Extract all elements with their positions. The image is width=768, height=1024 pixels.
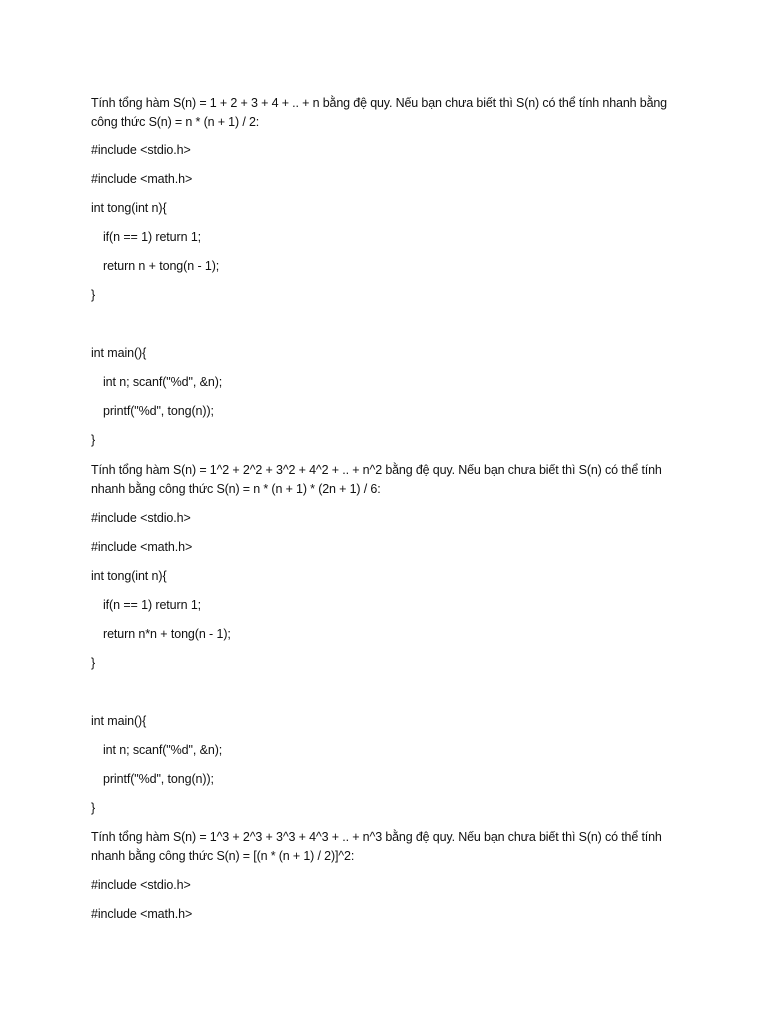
section-2-code-line-9: printf("%d", tong(n));	[103, 772, 214, 786]
section-1-code-line-3: int tong(int n){	[91, 201, 167, 215]
section-2-code-line-10: }	[91, 801, 96, 815]
section-2-code-line-7: int main(){	[91, 714, 147, 728]
section-1-code-line-5: return n + tong(n - 1);	[103, 259, 220, 273]
section-2-code-line-4: if(n == 1) return 1;	[103, 598, 202, 612]
section-1-code-line-2: #include <math.h>	[91, 172, 193, 186]
section-2-code-line-2: #include <math.h>	[91, 540, 193, 554]
section-2-code-line-1: #include <stdio.h>	[91, 511, 191, 525]
section-2-code-line-5: return n*n + tong(n - 1);	[103, 627, 231, 641]
section-3-code-line-1: #include <stdio.h>	[91, 878, 191, 892]
section-1-code-line-10: }	[91, 433, 96, 447]
section-2-code-line-3: int tong(int n){	[91, 569, 167, 583]
section-1-heading: Tính tổng hàm S(n) = 1 + 2 + 3 + 4 + .. + n bằng đệ quy. Nếu bạn chưa biết thì S(n) có thể tính nhanh bằng công thức S(n) = n * (n + 1) / 2:	[91, 96, 667, 129]
section-1-code-line-9: printf("%d", tong(n));	[103, 404, 214, 418]
section-1-code-line-8: int n; scanf("%d", &n);	[103, 375, 223, 389]
section-2-code-line-6: }	[91, 656, 96, 670]
section-2-heading: Tính tổng hàm S(n) = 1^2 + 2^2 + 3^2 + 4^2 + .. + n^2 bằng đệ quy. Nếu bạn chưa biết thì S(n) có thể tính nhanh bằng công thức S(n) = n * (n + 1) * (2n + 1) / 6:	[91, 463, 662, 496]
section-1-code-line-6: }	[91, 288, 96, 302]
section-3-heading: Tính tổng hàm S(n) = 1^3 + 2^3 + 3^3 + 4^3 + .. + n^3 bằng đệ quy. Nếu bạn chưa biết thì S(n) có thể tính nhanh bằng công thức S(n) = [(n * (n + 1) / 2)]^2:	[91, 830, 662, 863]
section-1-code-line-7: int main(){	[91, 346, 147, 360]
section-3-code-line-2: #include <math.h>	[91, 907, 193, 921]
section-2-code-line-8: int n; scanf("%d", &n);	[103, 743, 223, 757]
section-1-code-line-4: if(n == 1) return 1;	[103, 230, 202, 244]
section-1-code-line-1: #include <stdio.h>	[91, 143, 191, 157]
